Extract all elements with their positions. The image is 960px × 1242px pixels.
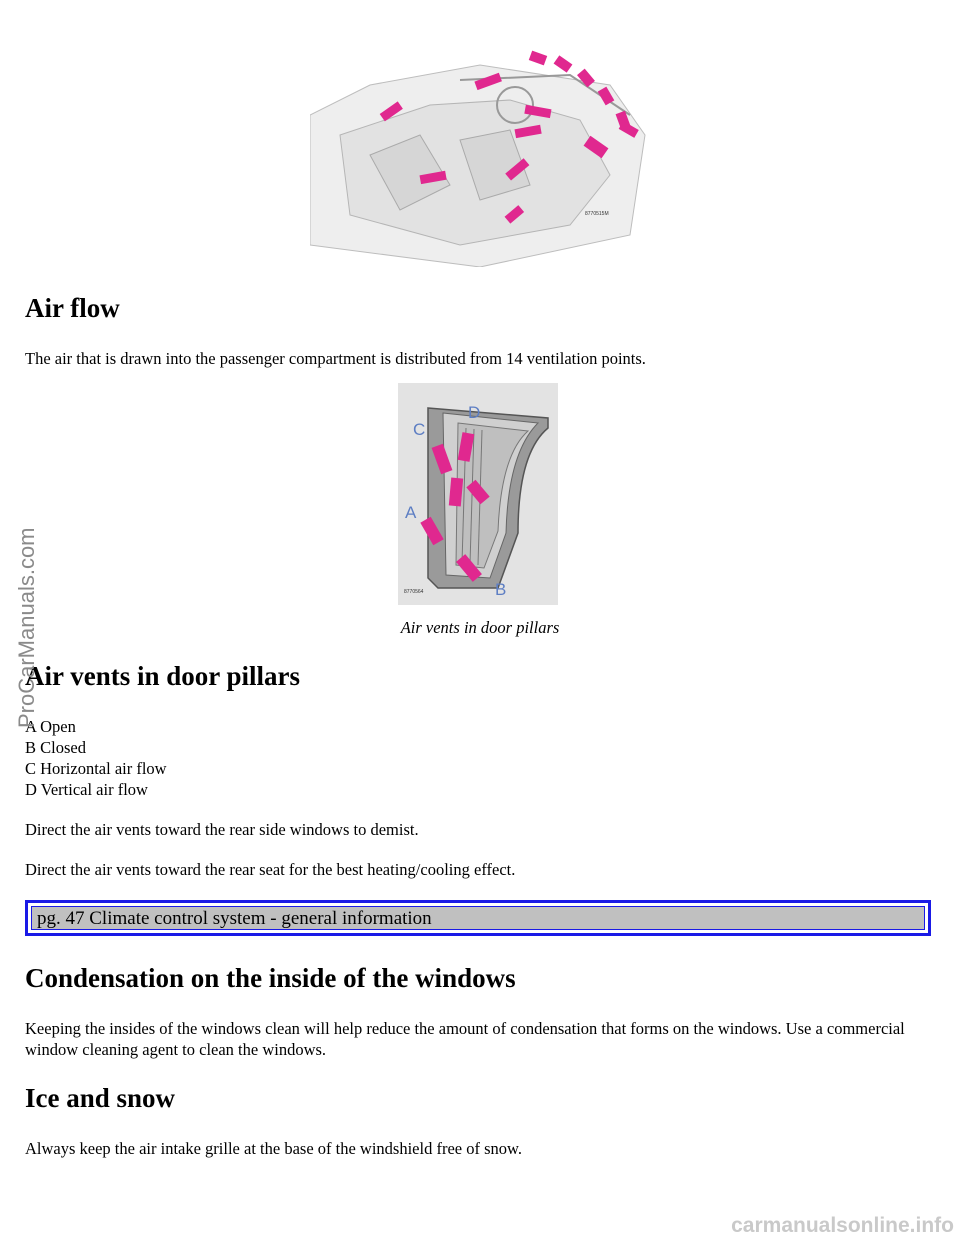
- legend-item-c: C Horizontal air flow: [25, 759, 167, 778]
- figure-code: 8770564: [404, 589, 424, 595]
- page-section-label: pg. 47 Climate control system - general information: [31, 906, 925, 930]
- page-section-bar: [25, 900, 931, 936]
- label-c: C: [413, 420, 426, 439]
- label-b: B: [495, 580, 507, 599]
- ice-snow-text: Always keep the air intake grille at the base of the windshield free of snow.: [25, 1139, 522, 1158]
- watermark-bottom: carmanualsonline.info: [731, 1214, 954, 1237]
- legend-item-a: A Open: [25, 717, 76, 736]
- figure-caption: Air vents in door pillars: [400, 618, 560, 637]
- legend-item-b: B Closed: [25, 738, 86, 757]
- vents-para-2: Direct the air vents toward the rear seat for the best heating/cooling effect.: [25, 860, 516, 879]
- airflow-text: The air that is drawn into the passenger compartment is distributed from 14 ventilation points.: [25, 349, 646, 368]
- door-pillar-vent-figure: [398, 383, 558, 605]
- watermark-left: ProCarManuals.com: [14, 527, 39, 728]
- heading-condensation: Condensation on the inside of the windows: [25, 963, 516, 993]
- figure-code: 8770515M: [585, 211, 609, 217]
- vent-legend-list: [25, 716, 935, 800]
- legend-item-d: D Vertical air flow: [25, 780, 148, 799]
- heading-air-vents: Air vents in door pillars: [25, 661, 301, 691]
- heading-ice-snow: Ice and snow: [25, 1083, 176, 1113]
- heading-air-flow: Air flow: [25, 293, 120, 323]
- label-d: D: [468, 403, 481, 422]
- condensation-text: Keeping the insides of the windows clean will help reduce the amount of condensation that forms on the windows. Use a commercial window cleaning agent to clean the windows.: [25, 1019, 905, 1059]
- car-interior-airflow-figure: [310, 45, 650, 267]
- vents-para-1: Direct the air vents toward the rear side windows to demist.: [25, 820, 419, 839]
- label-a: A: [405, 503, 417, 522]
